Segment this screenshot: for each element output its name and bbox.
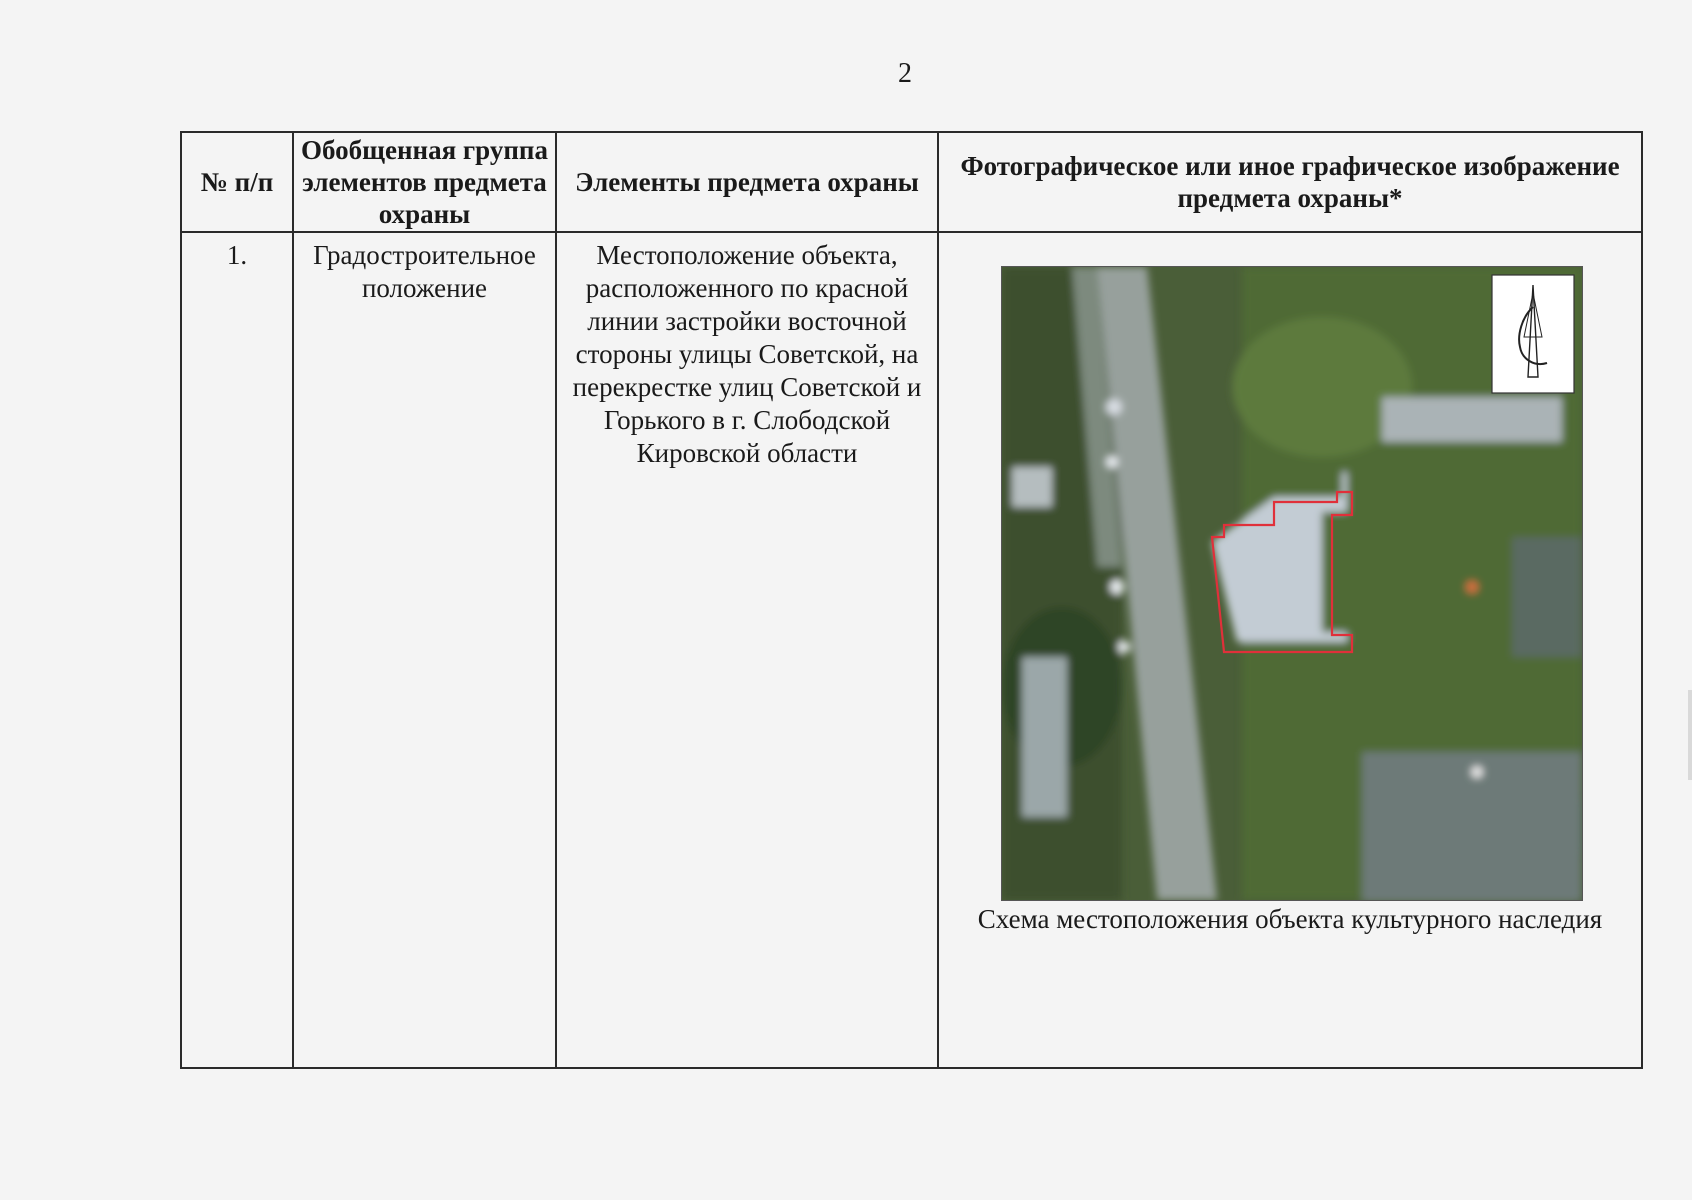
row-group: Градостроительное положение	[293, 232, 556, 1068]
north-arrow-icon	[1492, 275, 1574, 393]
header-number: № п/п	[181, 132, 293, 232]
image-caption: Схема местоположения объекта культурного наследия	[977, 904, 1603, 934]
header-group: Обобщенная группа элементов предмета охраны	[293, 132, 556, 232]
row-number: 1.	[181, 232, 293, 1068]
header-image: Фотографическое или иное графическое изображение предмета охраны*	[938, 132, 1642, 232]
table-header-row	[181, 132, 1642, 232]
row-elements: Местоположение объекта, расположенного по красной линии застройки восточной стороны улицы Советской, на перекрестке улиц Советской и Горького в г. Слободской Кировской области	[556, 232, 938, 1068]
table-row	[181, 232, 1642, 1068]
protection-table	[180, 131, 1643, 1069]
scan-artifact	[1688, 690, 1692, 780]
aerial-map-image	[1001, 266, 1583, 901]
header-elements: Элементы предмета охраны	[556, 132, 938, 232]
page-number: 2	[898, 58, 912, 89]
row-image-cell	[938, 232, 1642, 1068]
